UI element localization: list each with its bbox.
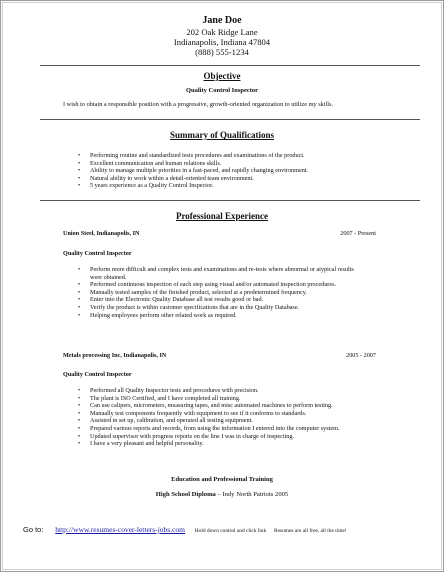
list-item: • Helping employees perform other related work as required.	[90, 312, 360, 320]
summary-divider	[40, 200, 420, 201]
job-1-duties	[90, 266, 360, 319]
address-line-2: Indianapolis, Indiana 47804	[173, 37, 271, 47]
experience-heading: Professional Experience	[175, 211, 269, 221]
job-1-role: Quality Control Inspector	[63, 250, 132, 257]
job-2-employer: Metals processing Inc, Indianapolis, IN	[63, 352, 167, 359]
list-item: • Perform more difficult and complex tests and examinations and re-tests where abnormal or atypical results were obtained.	[90, 266, 360, 281]
list-item: • 5 years experience as a Quality Control Inspector.	[90, 182, 390, 190]
phone: (888) 555-1234	[195, 47, 249, 57]
list-item: • Can use calipers, micrometers, measuring tapes, and misc automated machines to perform testing.	[90, 402, 390, 410]
list-item: • Manually tested samples of the finished product, selected at a predetermined frequency.	[90, 289, 360, 297]
job-2-duties	[90, 387, 390, 448]
job-1-header	[63, 230, 376, 237]
free-note: Resumes are all free, all the time!	[274, 528, 347, 534]
list-item: • The plant is ISO Certified, and I have completed all training.	[90, 395, 390, 403]
list-item: • Prepared various reports and records, from using the information I entered into the computer system.	[90, 425, 390, 433]
education-line	[0, 491, 444, 499]
list-item: • Manually test components frequently with equipment to see if it conforms to standards.	[90, 410, 390, 418]
job-1-employer: Union Steel, Indianapolis, IN	[63, 230, 140, 237]
contact-block	[0, 27, 444, 57]
link-hint: Hold down control and click link	[194, 528, 267, 534]
resumes-link[interactable]: http://www.resumes-cover-letters-jobs.com	[55, 525, 185, 534]
list-item: • Enter into the Electronic Quality Database all test results good or bad.	[90, 296, 360, 304]
job-2-dates: 2005 - 2007	[346, 352, 376, 359]
list-item: • Updated supervisor with progress reports on the line I was in charge of inspecting.	[90, 433, 390, 441]
objective-text: I wish to obtain a responsible position with a progressive, growth-oriented organization to utilize my skills.	[63, 101, 334, 108]
education-heading: Education and Professional Training	[171, 476, 273, 483]
objective-title: Quality Control Inspector	[185, 87, 259, 94]
list-item: • Excellent communication and human relations skills.	[90, 160, 390, 168]
list-item: • Assisted in set up, calibration, and operated all testing equipment.	[90, 417, 390, 425]
list-item: • Natural ability to work within a detail-oriented team environment.	[90, 175, 390, 183]
education-diploma: High School Diploma	[155, 491, 216, 498]
objective-divider	[40, 119, 420, 120]
list-item: • Ability to manage multiple priorities in a fast-paced, and rapidly changing environment.	[90, 167, 390, 175]
list-item: • Verify the product is within customer specifications that are in the Quality Database.	[90, 304, 360, 312]
summary-list	[90, 152, 390, 190]
job-2-role: Quality Control Inspector	[63, 371, 132, 378]
list-item: • I have a very pleasant and helpful personality.	[90, 440, 390, 448]
list-item: • Performed continuous inspection of each step using visual and/or automated inspection procedures.	[90, 281, 360, 289]
summary-heading: Summary of Qualifications	[169, 130, 274, 140]
header-divider	[40, 65, 420, 66]
candidate-name: Jane Doe	[202, 15, 242, 26]
list-item: • Performing routine and standardized tests procedures and examinations of the product.	[90, 152, 390, 160]
education-detail: – Indy North Patriots 2005	[215, 491, 289, 498]
footer	[23, 525, 433, 534]
job-2-header	[63, 352, 376, 359]
list-item: • Performed all Quality Inspector tests and procedures with precision.	[90, 387, 390, 395]
job-1-dates: 2007 - Present	[340, 230, 376, 237]
goto-label: Go to:	[23, 525, 44, 534]
objective-heading: Objective	[203, 71, 241, 81]
address-line-1: 202 Oak Ridge Lane	[186, 27, 258, 37]
